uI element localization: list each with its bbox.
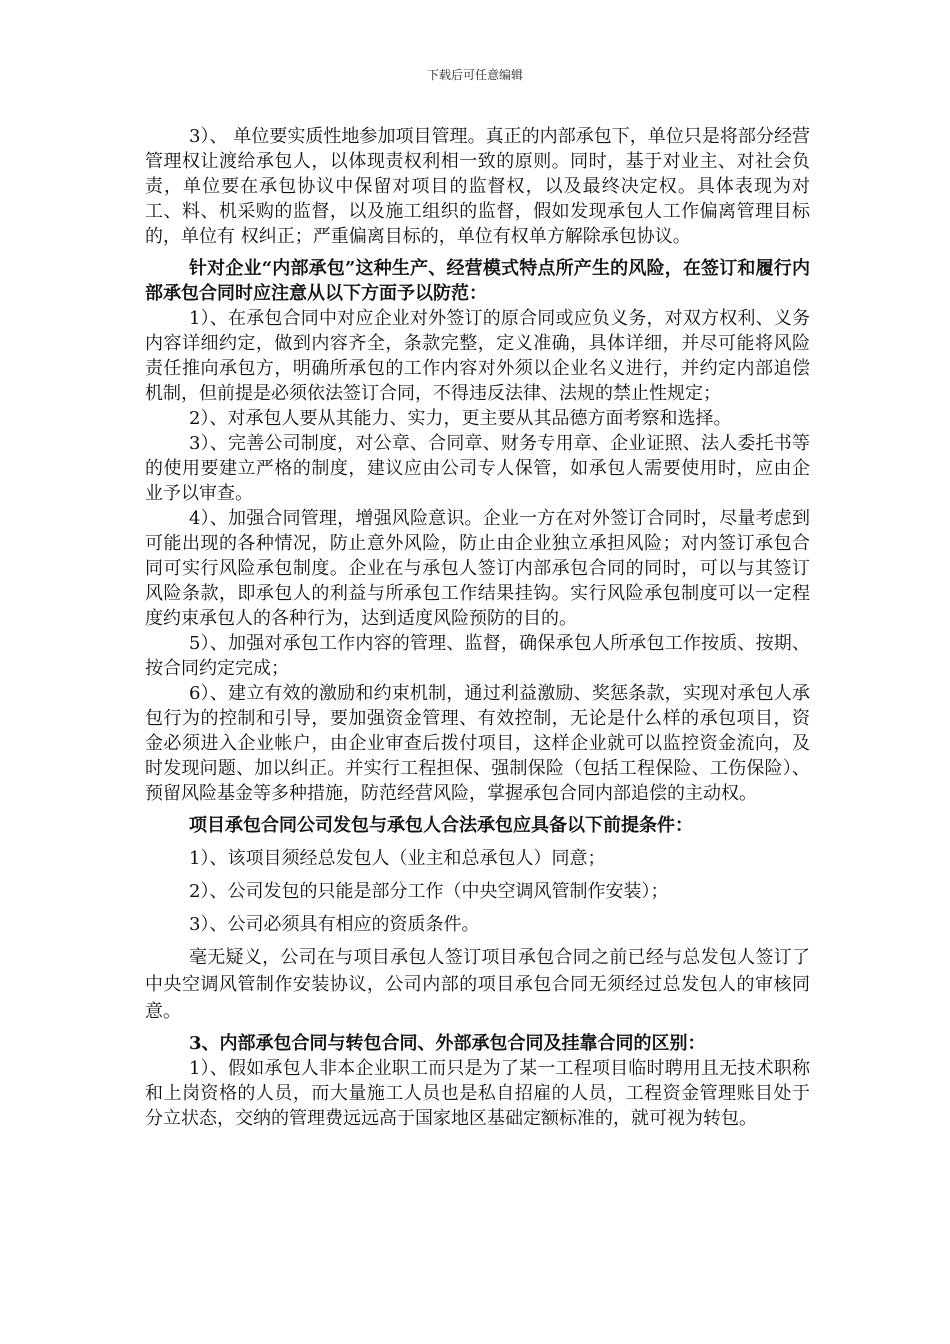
list-item: 4）、加强合同管理，增强风险意识。企业一方在对外签订合同时，尽量考虑到可能出现的各种情况，防止意外风险，防止由企业独立承担风险；对内签订承包合同可实行风险承包制度。企业在与承包人签订内部承包合同的同时，可以与其签订风险条款，即承包人的利益与所承包工作结果挂钩。实行风险承包制度可以一定程度约束承包人的各种行为，达到适度风险预防的目的。 [145,508,810,629]
document-body [145,124,810,1131]
list-item: 5）、加强对承包工作内容的管理、监督，确保承包人所承包工作按质、按期、按合同约定完成； [145,633,810,679]
page-header-note: 下载后可任意编辑 [426,68,523,82]
paragraph: 毫无疑义，公司在与项目承包人签订项目承包合同之前已经与总发包人签订了中央空调风管制作安装协议，公司内部的项目承包合同无须经过总发包人的审核同意。 [145,947,810,1022]
list-item: 1）、假如承包人非本企业职工而只是为了某一工程项目临时聘用且无技术职称和上岗资格的人员，而大量施工人员也是私自招雇的人员，工程资金管理账目处于分立状态，交纳的管理费远远高于国家地区基础定额标准的，就可视为转包。 [145,1058,810,1129]
section-heading: 3、内部承包合同与转包合同、外部承包合同及挂靠合同的区别： [189,1033,706,1054]
section-heading: 项目承包合同公司发包与承包人合法承包应具备以下前提条件： [189,815,693,836]
list-item: 6）、建立有效的激励和约束机制，通过利益激励、奖惩条款，实现对承包人承包行为的控制和引导，要加强资金管理、有效控制，无论是什么样的承包项目，资金必须进入企业帐户，由企业审查后拨付项目，这样企业就可以监控资金流向，及时发现问题、加以纠正。并实行工程担保、强制保险（包括工程保险、工伤保险）、预留风险基金等多种措施，防范经营风险，掌握承包合同内部追偿的主动权。 [145,683,810,804]
section-heading: 针对企业“内部承包”这种生产、经营模式特点所产生的风险，在签订和履行内部承包合同时应注意从以下方面予以防范： [145,258,810,304]
list-item: 3）、公司必须具有相应的资质条件。 [189,914,480,935]
list-item: 2）、公司发包的只能是部分工作（中央空调风管制作安装）； [189,881,669,902]
list-item: 1）、在承包合同中对应企业对外签订的原合同或应负义务，对双方权利、义务内容详细约定，做到内容齐全，条款完整，定义准确，具体详细，并尽可能将风险责任推向承包方，明确所承包的工作内容对外须以企业名义进行，并约定内部追偿机制，但前提是必须依法签订合同，不得违反法律、法规的禁止性规定； [145,308,810,404]
list-item: 1）、该项目须经总发包人（业主和总承包人）同意； [189,848,606,869]
paragraph: 3）、 单位要实质性地参加项目管理。真正的内部承包下，单位只是将部分经营管理权让渡给承包人，以体现责权利相一致的原则。同时，基于对业主、对社会负责，单位要在承包协议中保留对项目的监督权，以及最终决定权。具体表现为对工、料、机采购的监督，以及施工组织的监督，假如发现承包人工作偏离管理目标的，单位有 权纠正；严重偏离目标的，单位有权单方解除承包协议。 [145,126,810,247]
list-item: 2）、对承包人要从其能力、实力，更主要从其品德方面考察和选择。 [189,408,732,429]
list-item: 3）、完善公司制度，对公章、合同章、财务专用章、企业证照、法人委托书等的使用要建立严格的制度，建议应由公司专人保管，如承包人需要使用时，应由企业予以审查。 [145,433,810,504]
